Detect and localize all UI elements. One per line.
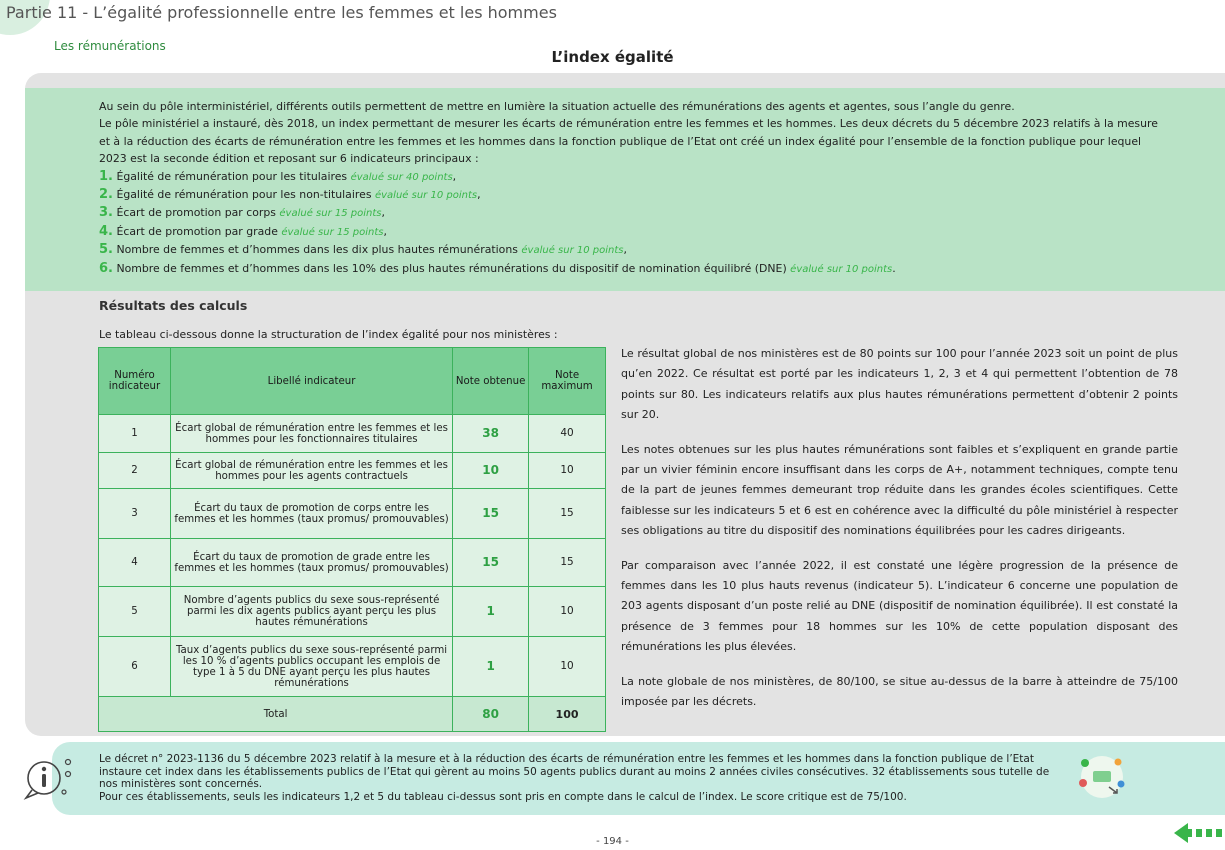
- score-obtained: 38: [453, 415, 529, 453]
- score-max: 15: [529, 489, 606, 539]
- analysis-paragraph-3: Par comparaison avec l’année 2022, il est constaté une légère progression de la présence de femmes dans les 10 plus hauts revenus (indicateur 5). L’indicateur 6 concerne une population de 203 agents disposant d’un poste relié au DNE (dispositif de nomination équilibrée). Il est constaté la présence de 3 femmes pour 18 hommes sur les 10% de cette population disposant des rémunérations les plus élevées.: [621, 558, 1178, 654]
- indicator-number: 4: [99, 539, 171, 587]
- score-max: 10: [529, 587, 606, 637]
- header-cell: Libellé indicateur: [170, 348, 452, 415]
- indicator-item: 1. Égalité de rémunération pour les titulaires évalué sur 40 points,: [99, 168, 457, 184]
- indicator-item: 6. Nombre de femmes et d’hommes dans les 10% des plus hautes rémunérations du dispositif de nomination équilibré (DNE) évalué sur 10 points.: [99, 260, 896, 276]
- intro-paragraph-2: Le pôle ministériel a instauré, dès 2018, un index permettant de mesurer les écarts de rémunération entre les femmes et les hommes. Les deux décrets du 5 décembre 2023 relatifs à la mesure et à la réduction des écarts de rémunération entre les femmes et les hommes dans la fonction publique de l’Etat ont créé un index égalité pour l’ensemble de la fonction publique pour lequel 2023 est la seconde édition et reposant sur 6 indicateurs principaux :: [99, 117, 1158, 166]
- score-max: 10: [529, 453, 606, 489]
- header-cell: Note obtenue: [453, 348, 529, 415]
- indicator-label: Écart global de rémunération entre les femmes et les hommes pour les agents contractuels: [170, 453, 452, 489]
- indicator-item: 4. Écart de promotion par grade évalué sur 15 points,: [99, 223, 387, 239]
- indicator-label: Taux d’agents publics du sexe sous-représenté parmi les 10 % d’agents publics occupant les emplois de type 1 à 5 du DNE ayant perçu les plus hautes rémunérations: [170, 637, 452, 697]
- total-obtained: 80: [453, 697, 529, 732]
- info-bubble-icon: [18, 748, 78, 808]
- intro-text: [99, 98, 1159, 278]
- score-obtained: 15: [453, 489, 529, 539]
- indicator-label: Nombre d’agents publics du sexe sous-représenté parmi les dix agents publics ayant perçu les plus hautes rémunérations: [170, 587, 452, 637]
- table-row: [99, 539, 606, 587]
- table-row: [99, 587, 606, 637]
- score-max: 10: [529, 637, 606, 697]
- total-max: 100: [529, 697, 606, 732]
- indicator-item: 2. Égalité de rémunération pour les non-titulaires évalué sur 10 points,: [99, 187, 481, 203]
- score-obtained: 10: [453, 453, 529, 489]
- intro-paragraph-1: Au sein du pôle interministériel, différents outils permettent de mettre en lumière la situation actuelle des rémunérations des agents et agentes, sous l’angle du genre.: [99, 100, 1015, 113]
- page-title: L’index égalité: [551, 48, 674, 66]
- table-row: [99, 453, 606, 489]
- back-arrow-icon[interactable]: [1170, 818, 1225, 848]
- score-max: 15: [529, 539, 606, 587]
- table-row: [99, 415, 606, 453]
- analysis-paragraph-4: La note globale de nos ministères, de 80/100, se situe au-dessus de la barre à atteindre de 75/100 imposée par les décrets.: [621, 674, 1178, 709]
- header-cell: Numéro indicateur: [99, 348, 171, 415]
- indicator-label: Écart du taux de promotion de grade entre les femmes et les hommes (taux promus/ promouvables): [170, 539, 452, 587]
- indicator-number: 3: [99, 489, 171, 539]
- note-text: [99, 753, 1059, 803]
- index-table: [98, 347, 606, 732]
- indicator-list: [99, 168, 1159, 278]
- mascot-logo: [1073, 753, 1131, 801]
- score-obtained: 15: [453, 539, 529, 587]
- total-label: Total: [99, 697, 453, 732]
- table-row: [99, 489, 606, 539]
- table-total-row: [99, 697, 606, 732]
- note-paragraph-1: Le décret n° 2023-1136 du 5 décembre 2023 relatif à la mesure et à la réduction des écarts de rémunération entre les femmes et les hommes dans la fonction publique de l’Etat instaure cet index dans les établissements publics de l’Etat qui gèrent au moins 50 agents publics durant au moins 2 années civiles consécutives. 32 établissements sous tutelle de nos ministères sont concernés.: [99, 753, 1050, 791]
- part-title: Partie 11 - L’égalité professionnelle entre les femmes et les hommes: [6, 3, 557, 22]
- table-intro: Le tableau ci-dessous donne la structuration de l’index égalité pour nos ministères :: [99, 328, 558, 341]
- indicator-number: 2: [99, 453, 171, 489]
- analysis-text: [621, 344, 1178, 727]
- table-row: [99, 637, 606, 697]
- score-obtained: 1: [453, 637, 529, 697]
- header-cell: Note maximum: [529, 348, 606, 415]
- indicator-number: 6: [99, 637, 171, 697]
- analysis-paragraph-1: Le résultat global de nos ministères est de 80 points sur 100 pour l’année 2023 soit un point de plus qu’en 2022. Ce résultat est porté par les indicateurs 1, 2, 3 et 4 qui permettent l’obtention de 78 points sur 80. Les indicateurs relatifs aux plus hautes rémunérations permettent d’obtenir 2 points sur 20.: [621, 347, 1178, 422]
- indicator-number: 1: [99, 415, 171, 453]
- score-max: 40: [529, 415, 606, 453]
- table-header-row: [99, 348, 606, 415]
- section-label: Les rémunérations: [54, 39, 166, 53]
- score-obtained: 1: [453, 587, 529, 637]
- indicator-number: 5: [99, 587, 171, 637]
- indicator-label: Écart global de rémunération entre les femmes et les hommes pour les fonctionnaires titulaires: [170, 415, 452, 453]
- indicator-label: Écart du taux de promotion de corps entre les femmes et les hommes (taux promus/ promouvables): [170, 489, 452, 539]
- note-paragraph-2: Pour ces établissements, seuls les indicateurs 1,2 et 5 du tableau ci-dessus sont pris en compte dans le calcul de l’index. Le score critique est de 75/100.: [99, 790, 907, 803]
- indicator-item: 5. Nombre de femmes et d’hommes dans les dix plus hautes rémunérations évalué sur 10 points,: [99, 242, 627, 258]
- indicator-item: 3. Écart de promotion par corps évalué sur 15 points,: [99, 205, 385, 221]
- results-title: Résultats des calculs: [99, 298, 248, 313]
- analysis-paragraph-2: Les notes obtenues sur les plus hautes rémunérations sont faibles et s’expliquent en grande partie par un vivier féminin encore insuffisant dans les corps de A+, notamment techniques, compte tenu de la part de jeunes femmes demeurant trop réduite dans les grandes écoles scientifiques. Cette faiblesse sur les indicateurs 5 et 6 est en cohérence avec la difficulté du pôle ministériel à respecter ses obligations au titre du dispositif des nominations équilibrées pour les cadres dirigeants.: [621, 442, 1178, 538]
- page-number: - 194 -: [596, 836, 629, 847]
